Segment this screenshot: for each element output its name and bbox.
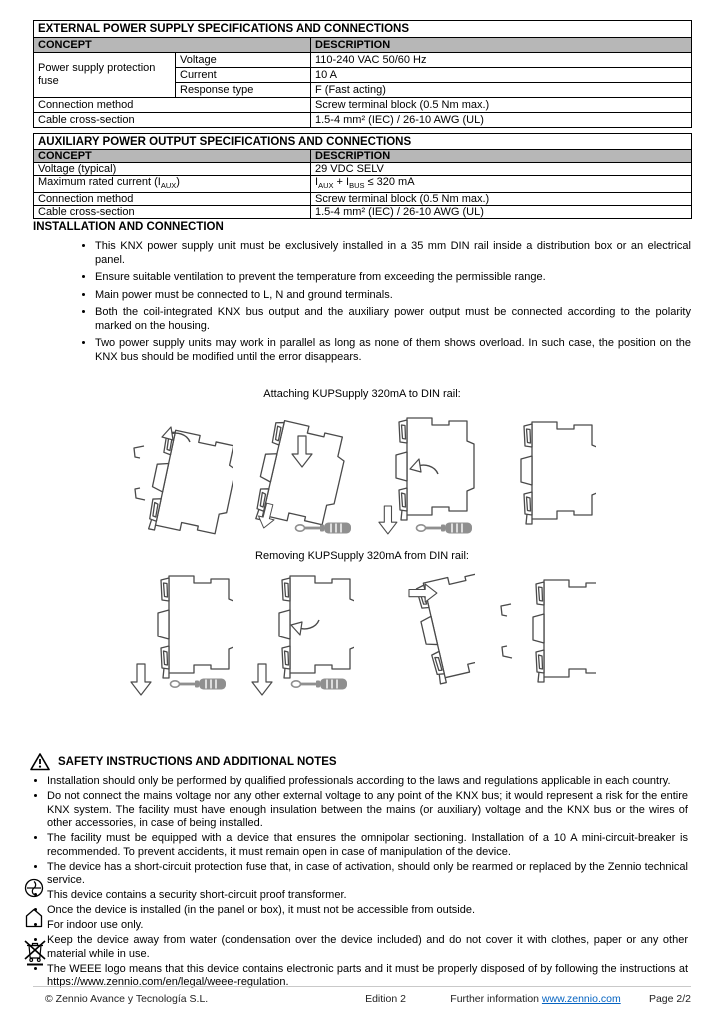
screwdriver-icon: [296, 523, 352, 534]
table-row: [34, 98, 692, 113]
remove-caption: Removing KUPSupply 320mA from DIN rail:: [255, 550, 469, 562]
indoor-use-icon: [24, 908, 44, 928]
installation-bullet-list: [33, 239, 691, 365]
attach-step-3: [370, 408, 475, 540]
table-row: [34, 113, 692, 128]
installation-bullet: • Main power must be connected to L, N and ground terminals.: [95, 288, 691, 302]
din-rail-icon: [501, 604, 512, 658]
attach-caption: Attaching KUPSupply 320mA to DIN rail:: [263, 388, 461, 400]
concept-cell: Connection method: [34, 98, 311, 113]
attach-step-2: [249, 408, 354, 540]
safety-section: [30, 753, 691, 991]
external-power-table: [33, 20, 692, 128]
auxiliary-output-table: [33, 133, 692, 219]
screwdriver-icon: [292, 679, 348, 690]
concept-cell: Cable cross-section: [34, 113, 311, 128]
description-cell: 29 VDC SELV: [311, 163, 692, 176]
transformer-icon: [24, 878, 44, 898]
safety-bullet: • Installation should only be performed by qualified professionals according to the laws and regulations applicable in each country.: [47, 775, 688, 789]
safety-bullet: • The facility must be equipped with a device that ensures the omnipolar sectioning. Installation of a 10 A mini-circuit-breaker is recommended. To prevent accidents, it must remain open in case of manipulation of the device.: [47, 832, 688, 859]
column-header-description: DESCRIPTION: [311, 150, 692, 163]
description-cell: Screw terminal block (0.5 Nm max.): [311, 193, 692, 206]
installation-heading: INSTALLATION AND CONNECTION: [33, 221, 224, 233]
concept-cell: Current: [176, 68, 311, 83]
safety-bullet: • Do not connect the mains voltage nor any other external voltage to any point of the KNX bus; it would represent a risk for the entire KNX system. The facility must have enough insulation between the mains (or auxiliary) voltage and the KNX bus or the wires of other accessories, in case of being installed.: [47, 790, 688, 831]
screwdriver-icon: [171, 679, 227, 690]
table-title: EXTERNAL POWER SUPPLY SPECIFICATIONS AND CONNECTIONS: [34, 21, 692, 38]
table-row: [34, 193, 692, 206]
table-row: [34, 163, 692, 176]
safety-heading-row: [30, 753, 691, 771]
concept-cell: Voltage (typical): [34, 163, 311, 176]
column-header-description: DESCRIPTION: [311, 38, 692, 53]
din-rail-diagrams-section: [33, 388, 691, 700]
remove-steps-row: [33, 568, 691, 700]
safety-bullet: • Keep the device away from water (condensation over the device included) and do not cover it with clothes, paper or any other material while in use.: [47, 934, 688, 961]
table-row: [34, 206, 692, 219]
din-module-icon: [158, 576, 233, 678]
din-module-icon: [279, 576, 354, 678]
safety-heading: SAFETY INSTRUCTIONS AND ADDITIONAL NOTES: [58, 756, 337, 768]
weee-icon: [23, 938, 47, 966]
warning-triangle-icon: [30, 753, 50, 771]
din-rail-icon: [134, 446, 145, 500]
attach-steps-row: [33, 408, 691, 540]
description-cell: F (Fast acting): [311, 83, 692, 98]
table-title: AUXILIARY POWER OUTPUT SPECIFICATIONS AND CONNECTIONS: [34, 134, 692, 150]
safety-bullet: • The WEEE logo means that this device contains electronic parts and it must be properly disposed of by following the instructions at https://www.zennio.com/en/legal/weee-regulation.: [47, 963, 688, 990]
installation-bullet: • Both the coil-integrated KNX bus output and the auxiliary power output must be connected according to the polarity marked on the housing.: [95, 305, 691, 333]
table-row: [34, 53, 692, 68]
remove-step-4: [491, 568, 596, 700]
arrow-down-icon: [379, 506, 397, 534]
concept-cell: Response type: [176, 83, 311, 98]
installation-bullet: • Two power supply units may work in parallel as long as none of them shows overload. In such case, the position on the KNX bus should be modified until the error disappears.: [95, 336, 691, 364]
screwdriver-icon: [417, 523, 473, 534]
description-cell: Screw terminal block (0.5 Nm max.): [311, 98, 692, 113]
table-row: [34, 176, 692, 193]
installation-bullet: • This KNX power supply unit must be exclusively installed in a 35 mm DIN rail inside a distribution box or an electrical panel.: [95, 239, 691, 267]
column-header-concept: CONCEPT: [34, 150, 311, 163]
arrow-down-icon: [131, 664, 151, 695]
footer-copyright: © Zennio Avance y Tecnología S.L.: [45, 993, 209, 1005]
safety-bullet: • Once the device is installed (in the panel or box), it must not be accessible from outside.: [47, 904, 688, 918]
installation-bullet: • Ensure suitable ventilation to prevent the temperature from exceeding the permissible range.: [95, 270, 691, 284]
column-header-concept: CONCEPT: [34, 38, 311, 53]
footer-edition: Edition 2: [365, 993, 406, 1005]
footer-further-info: Further information www.zennio.com: [450, 993, 621, 1005]
description-cell: 1.5-4 mm² (IEC) / 26-10 AWG (UL): [311, 206, 692, 219]
concept-cell: Maximum rated current $(I_{AUX})$: [34, 176, 311, 193]
concept-cell: Connection method: [34, 193, 311, 206]
remove-step-2: [249, 568, 354, 700]
description-cell: 1.5-4 mm² (IEC) / 26-10 AWG (UL): [311, 113, 692, 128]
zennio-website-link[interactable]: www.zennio.com: [541, 993, 621, 1005]
description-cell: 10 A: [311, 68, 692, 83]
page-footer: [33, 986, 691, 1005]
footer-page-number: Page 2/2: [648, 993, 691, 1005]
safety-bullet: • For indoor use only.: [47, 919, 688, 933]
auxiliary-output-table-section: [33, 133, 692, 219]
concept-cell: Voltage: [176, 53, 311, 68]
external-power-table-section: [33, 20, 692, 128]
safety-bullet-list: [30, 775, 688, 990]
attach-step-1: [128, 408, 233, 540]
concept-cell: Cable cross-section: [34, 206, 311, 219]
din-module-icon: [521, 422, 596, 524]
safety-bullet: • This device contains a security short-circuit proof transformer.: [47, 889, 688, 903]
remove-step-3: [370, 568, 475, 700]
arrow-down-icon: [252, 664, 272, 695]
installation-section: [33, 221, 691, 368]
din-module-icon: [533, 580, 596, 682]
description-cell: $I_{AUX} + I_{BUS} \le 320$ mA: [311, 176, 692, 193]
din-module-icon: [144, 428, 233, 540]
remove-step-1: [128, 568, 233, 700]
din-module-icon: [413, 568, 475, 685]
safety-bullet: • The device has a short-circuit protection fuse that, in case of activation, should only be rearmed or replaced by the Zennio technical service.: [47, 861, 688, 888]
concept-cell: Power supply protection fuse: [34, 53, 176, 98]
attach-step-4: [491, 408, 596, 540]
description-cell: 110-240 VAC 50/60 Hz: [311, 53, 692, 68]
